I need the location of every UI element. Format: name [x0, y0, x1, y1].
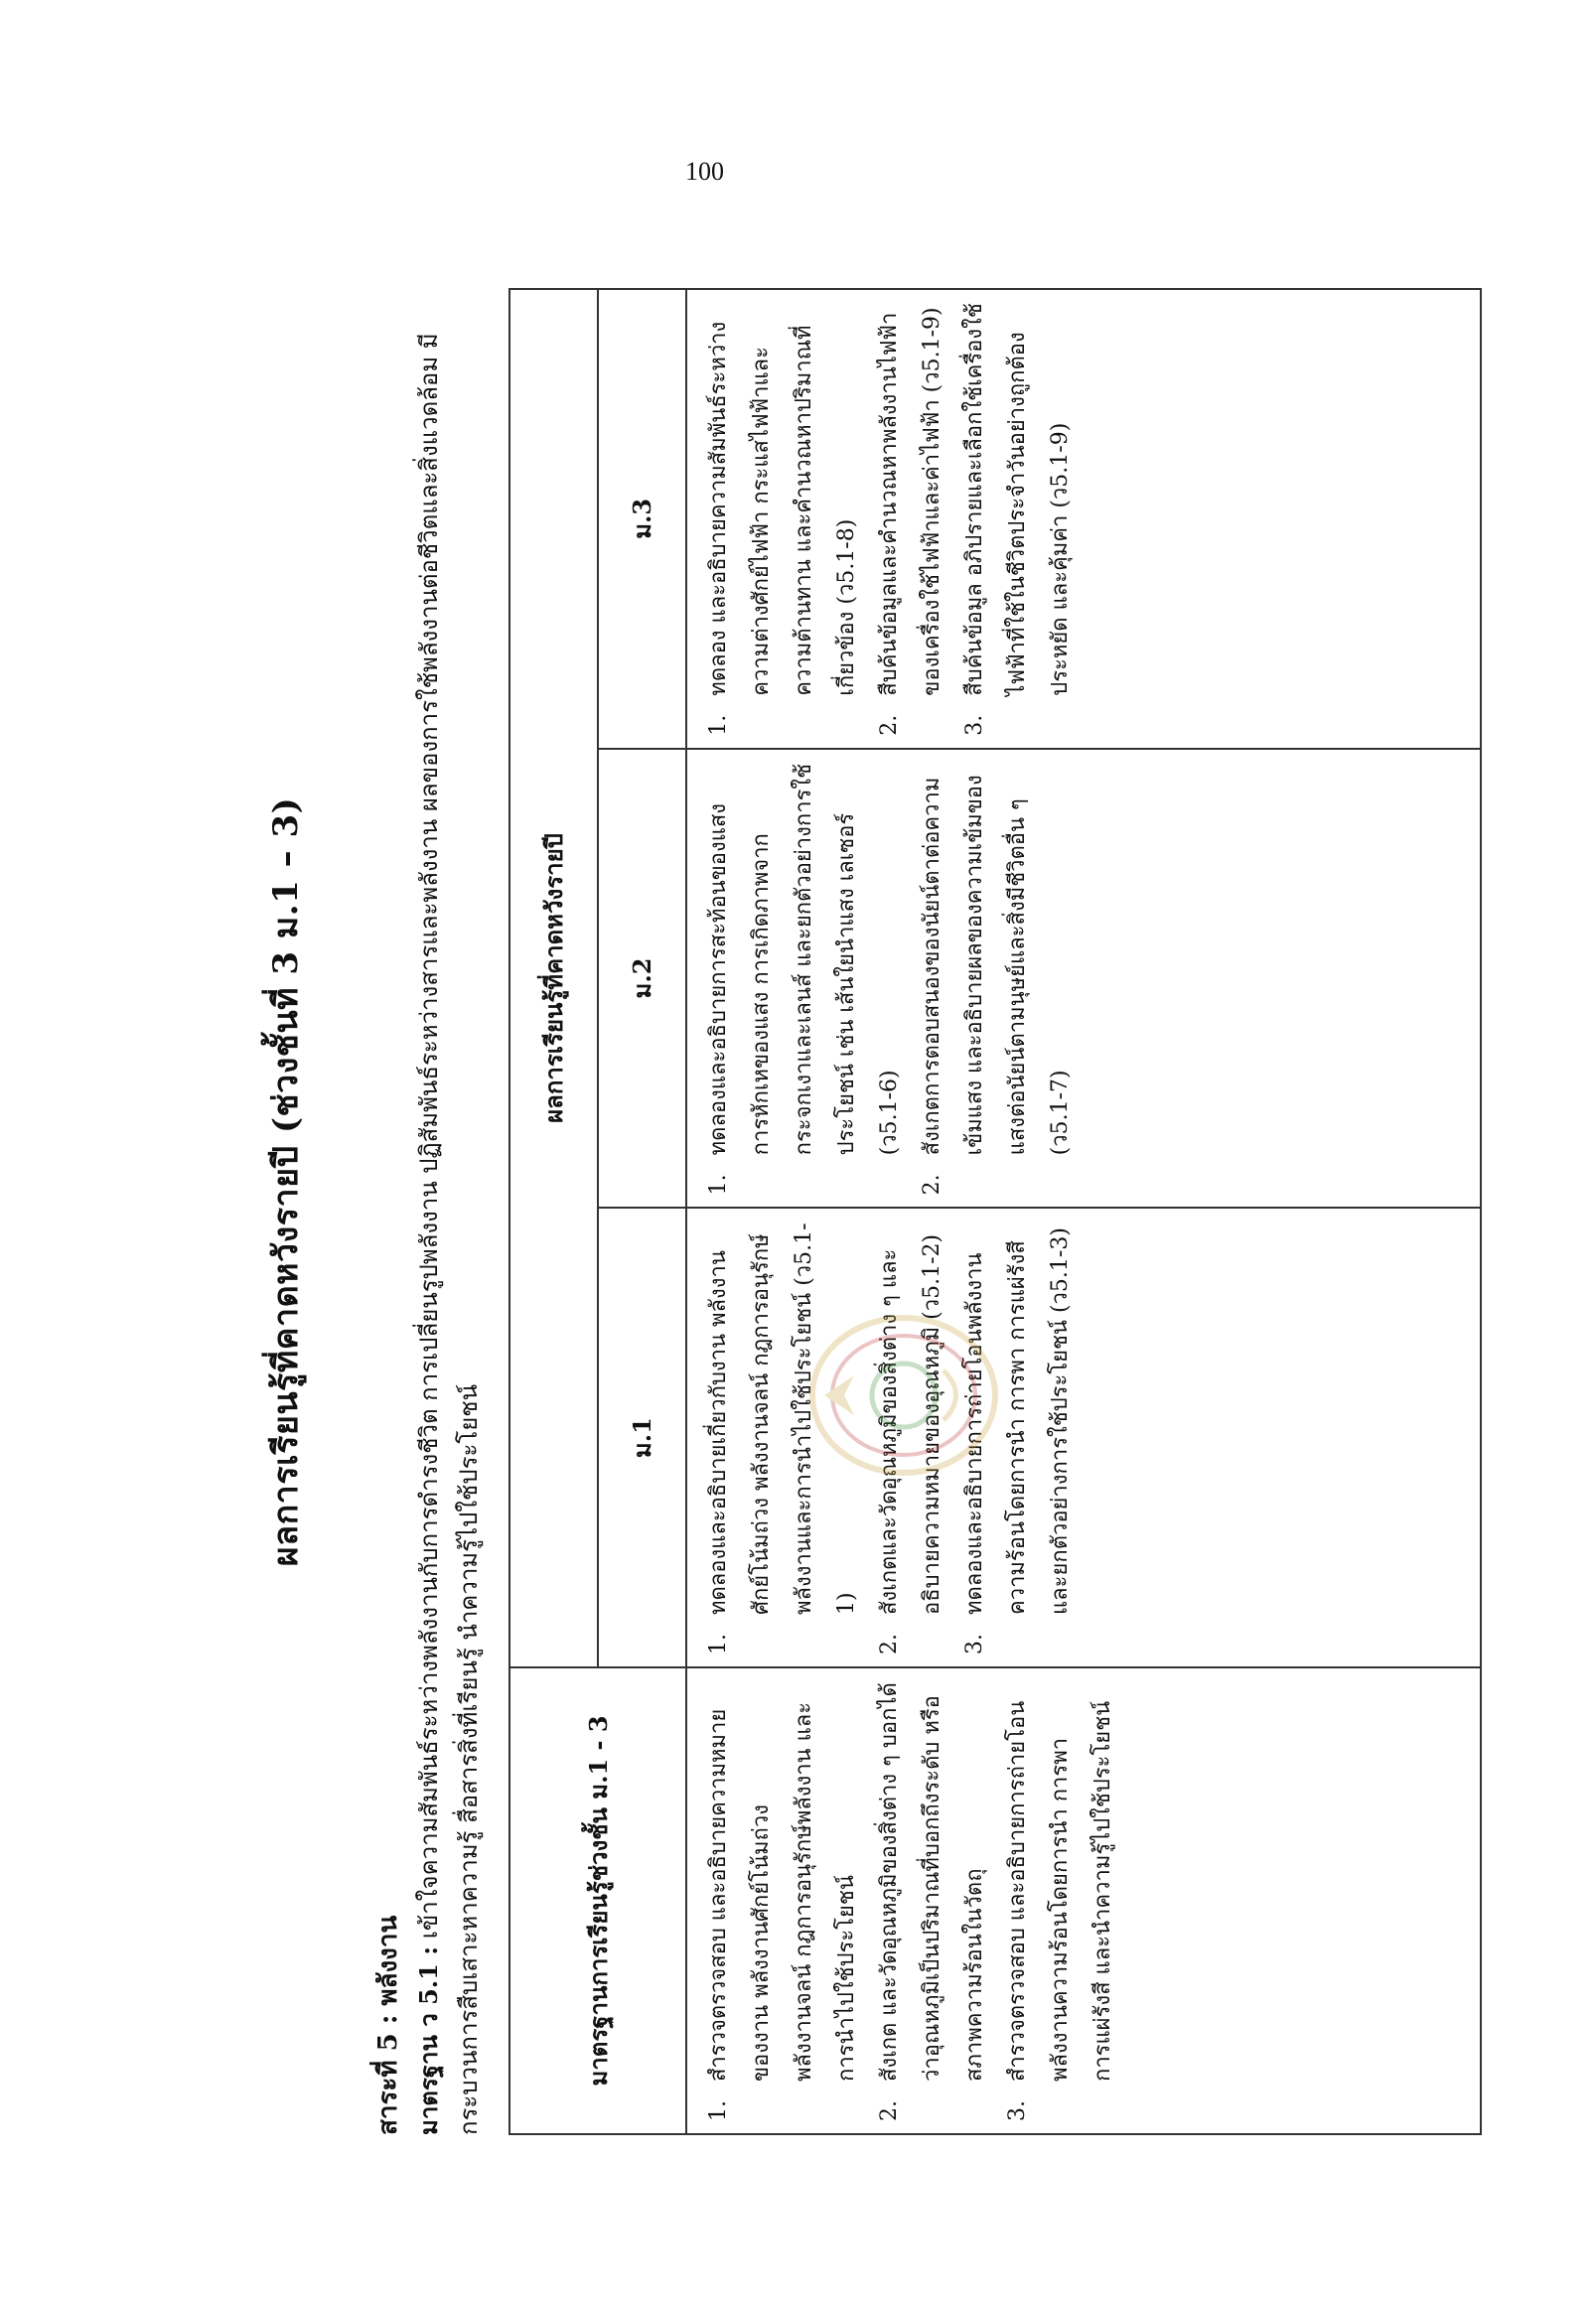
grade-3-cell: [686, 289, 1481, 749]
header-outcomes: ผลการเรียนรู้ที่คาดหวังรายปี: [509, 289, 598, 1667]
standards-cell: [686, 1667, 1481, 2134]
header-grade-2: ม.2: [598, 749, 686, 1209]
list-item: 3. สืบค้นข้อมูล อภิปรายและเลือกใช้เครื่องใช้ไฟฟ้าที่ใช้ในชีวิตประจำวันอย่างถูกต้อง ประหยัด และคุ้มค่า (ว5.1-9): [962, 303, 1073, 736]
subject-heading: สาระที่ 5 : พลังงาน: [373, 1915, 403, 2135]
list-item: 1. ทดลองและอธิบายเกี่ยวกับงาน พลังงานศักย์โน้มถ่วง พลังงานจลน์ กฎการอนุรักษ์พลังงานและการนำไปใช้ประโยชน์ (ว5.1-1): [706, 1223, 859, 1655]
header-grade-3: ม.3: [598, 289, 686, 749]
standard-text: เข้าใจความสัมพันธ์ระหว่างพลังงานกับการดำรงชีวิต การเปลี่ยนรูปพลังงาน ปฏิสัมพันธ์ระหว่างสารและพลังงาน ผลของการใช้พลังงานต่อชีวิตและสิ่งแวดล้อม มีกระบวนการสืบเสาะหาความรู้ สื่อสารสิ่งที่เรียนรู้ นำความรู้ไปใช้ประโยชน์: [415, 333, 483, 2135]
standard-statement: [409, 248, 489, 2135]
list-item: 1. ทดลอง และอธิบายความสัมพันธ์ระหว่างความต่างศักย์ไฟฟ้า กระแสไฟฟ้าและความต้านทาน และคำนวณหาปริมาณที่เกี่ยวข้อง (ว5.1-8): [706, 321, 859, 736]
list-item: 3. สำรวจตรวจสอบ และอธิบายการถ่ายโอนพลังงานความร้อนโดยการนำ การพา การแผ่รังสี และนำความรู้ไปใช้ประโยชน์: [1005, 1700, 1115, 2121]
emblem-watermark-icon: [795, 1311, 1003, 1480]
list-item: 1. ทดลองและอธิบายการสะท้อนของแสง การหักเหของแสง การเกิดภาพจากกระจกเงาและเลนส์ และยกตัวอย่างการใช้ประโยชน์ เช่น เส้นใยนำแสง เลเซอร์ (ว5.1-6): [706, 763, 902, 1196]
list-item: 2. สืบค้นข้อมูลและคำนวณหาพลังงานไฟฟ้าของเครื่องใช้ไฟฟ้าและค่าไฟฟ้า (ว5.1-9): [877, 307, 944, 736]
grade-2-cell: [686, 749, 1481, 1209]
list-item: 2. สังเกต และวัดอุณหภูมิของสิ่งต่าง ๆ บอกได้ว่าอุณหภูมิเป็นปริมาณที่บอกถึงระดับ หรือสภาพความร้อนในวัตถุ: [877, 1682, 987, 2121]
list-item: 3. ทดลองและอธิบายการถ่ายโอนพลังงานความร้อนโดยการนำ การพา การแผ่รังสี และยกตัวอย่างการใช้ประโยชน์ (ว5.1-3): [962, 1227, 1073, 1655]
header-grade-1: ม.1: [598, 1208, 686, 1667]
page-title: ผลการเรียนรู้ที่คาดหวังรายปี (ช่วงชั้นที่ 3 ม.1 – 3): [266, 796, 306, 1567]
rotated-page-content: [258, 228, 1400, 2135]
page-number: 100: [685, 157, 724, 186]
list-item: 2. สังเกตและวัดอุณหภูมิของสิ่งต่าง ๆ และอธิบายความหมายของอุณหภูมิ (ว5.1-2): [877, 1233, 944, 1655]
standard-label: มาตรฐาน ว 5.1 :: [414, 1945, 443, 2135]
list-item: 2. สังเกตการตอบสนองของนัยน์ตาต่อความเข้มแสง และอธิบายผลของความเข้มของแสงต่อนัยน์ตามนุษย์และสิ่งมีชีวิตอื่น ๆ (ว5.1-7): [920, 775, 1073, 1196]
header-standard: มาตรฐานการเรียนรู้ช่วงชั้น ม.1 - 3: [509, 1667, 686, 2134]
list-item: 1. สำรวจตรวจสอบ และอธิบายความหมายของงาน พลังงานศักย์โน้มถ่วง พลังงานจลน์ กฎการอนุรักษ์พลังงาน และการนำไปใช้ประโยชน์: [706, 1701, 859, 2121]
outcomes-table: [508, 288, 1482, 2135]
